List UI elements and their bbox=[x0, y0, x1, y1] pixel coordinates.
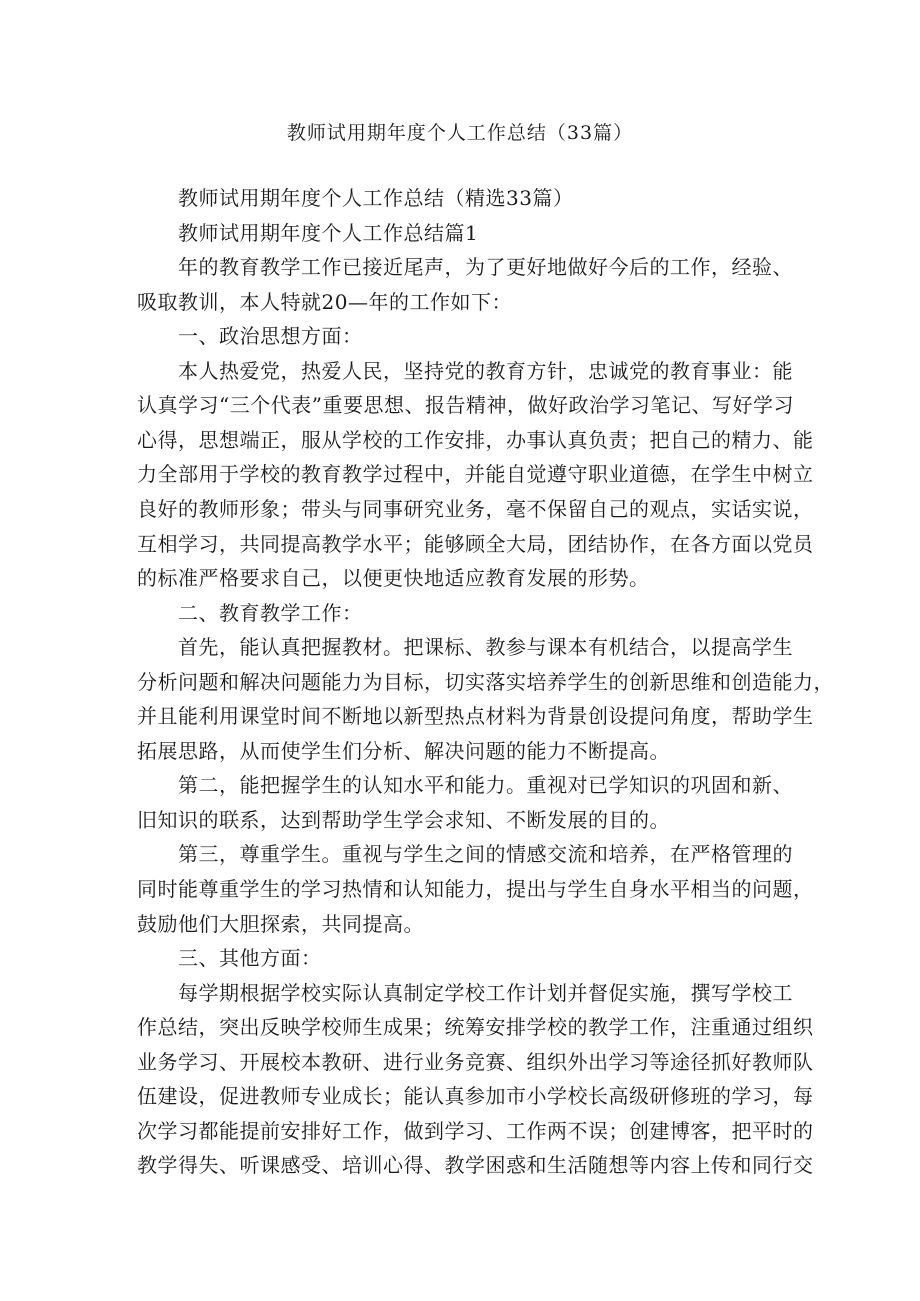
body-line: 鼓励他们大胆探索，共同提高。 bbox=[137, 911, 424, 936]
body-line: 良好的教师形象；带头与同事研究业务，毫不保留自己的观点，实话实说， bbox=[137, 496, 814, 521]
body-line: 第二，能把握学生的认知水平和能力。重视对已学知识的巩固和新、 bbox=[178, 773, 793, 798]
body-line: 伍建设，促进教师专业成长；能认真参加市小学校长高级研修班的学习，每 bbox=[137, 1084, 814, 1109]
body-line: 互相学习，共同提高教学水平；能够顾全大局，团结协作，在各方面以党员 bbox=[137, 531, 814, 556]
body-line: 本人热爱党，热爱人民，坚持党的教育方针，忠诚党的教育事业：能 bbox=[178, 358, 793, 383]
body-line: 首先，能认真把握教材。把课标、教参与课本有机结合，以提高学生 bbox=[178, 635, 793, 660]
body-line: 并且能利用课堂时间不断地以新型热点材料为背景创设提问角度，帮助学生 bbox=[137, 704, 814, 729]
body-line: 吸取教训，本人特就20—年的工作如下： bbox=[137, 289, 512, 314]
body-line: 第三，尊重学生。重视与学生之间的情感交流和培养，在严格管理的 bbox=[178, 842, 793, 867]
body-line: 教学得失、听课感受、培训心得、教学困惑和生活随想等内容上传和同行交 bbox=[137, 1153, 814, 1178]
body-line: 的标准严格要求自己，以便更快地适应教育发展的形势。 bbox=[137, 566, 650, 590]
body-line: 三、其他方面： bbox=[178, 946, 322, 971]
body-line: 拓展思路，从而使学生们分析、解决问题的能力不断提高。 bbox=[137, 738, 670, 763]
body-line: 作总结，突出反映学校师生成果；统筹安排学校的教学工作，注重通过组织 bbox=[137, 1015, 814, 1040]
body-line: 分析问题和解决问题能力为目标，切实落实培养学生的创新思维和创造能力， bbox=[137, 669, 834, 694]
body-line: 力全部用于学校的教育教学过程中，并能自觉遵守职业道德，在学生中树立 bbox=[137, 462, 814, 487]
body-line: 教师试用期年度个人工作总结（精选33篇） bbox=[178, 186, 574, 210]
body-line: 每学期根据学校实际认真制定学校工作计划并督促实施，撰写学校工 bbox=[178, 980, 793, 1005]
body-line: 教师试用期年度个人工作总结篇1 bbox=[178, 220, 479, 245]
body-line: 次学习都能提前安排好工作，做到学习、工作两不误；创建博客，把平时的 bbox=[137, 1118, 814, 1143]
body-line: 旧知识的联系，达到帮助学生学会求知、不断发展的目的。 bbox=[137, 807, 670, 832]
body-line: 一、政治思想方面： bbox=[178, 324, 363, 349]
body-line: 二、教育教学工作： bbox=[178, 600, 363, 625]
body-line: 年的教育教学工作已接近尾声，为了更好地做好今后的工作，经验、 bbox=[178, 255, 793, 280]
document-title: 教师试用期年度个人工作总结（33篇） bbox=[286, 122, 634, 144]
body-line: 认真学习“三个代表”重要思想、报告精神，做好政治学习笔记、写好学习 bbox=[137, 393, 794, 418]
body-line: 同时能尊重学生的学习热情和认知能力，提出与学生自身水平相当的问题， bbox=[137, 877, 814, 901]
body-line: 业务学习、开展校本教研、进行业务竞赛、组织外出学习等途径抓好教师队 bbox=[137, 1049, 814, 1074]
body-line: 心得，思想端正，服从学校的工作安排，办事认真负责；把自己的精力、能 bbox=[137, 427, 814, 452]
